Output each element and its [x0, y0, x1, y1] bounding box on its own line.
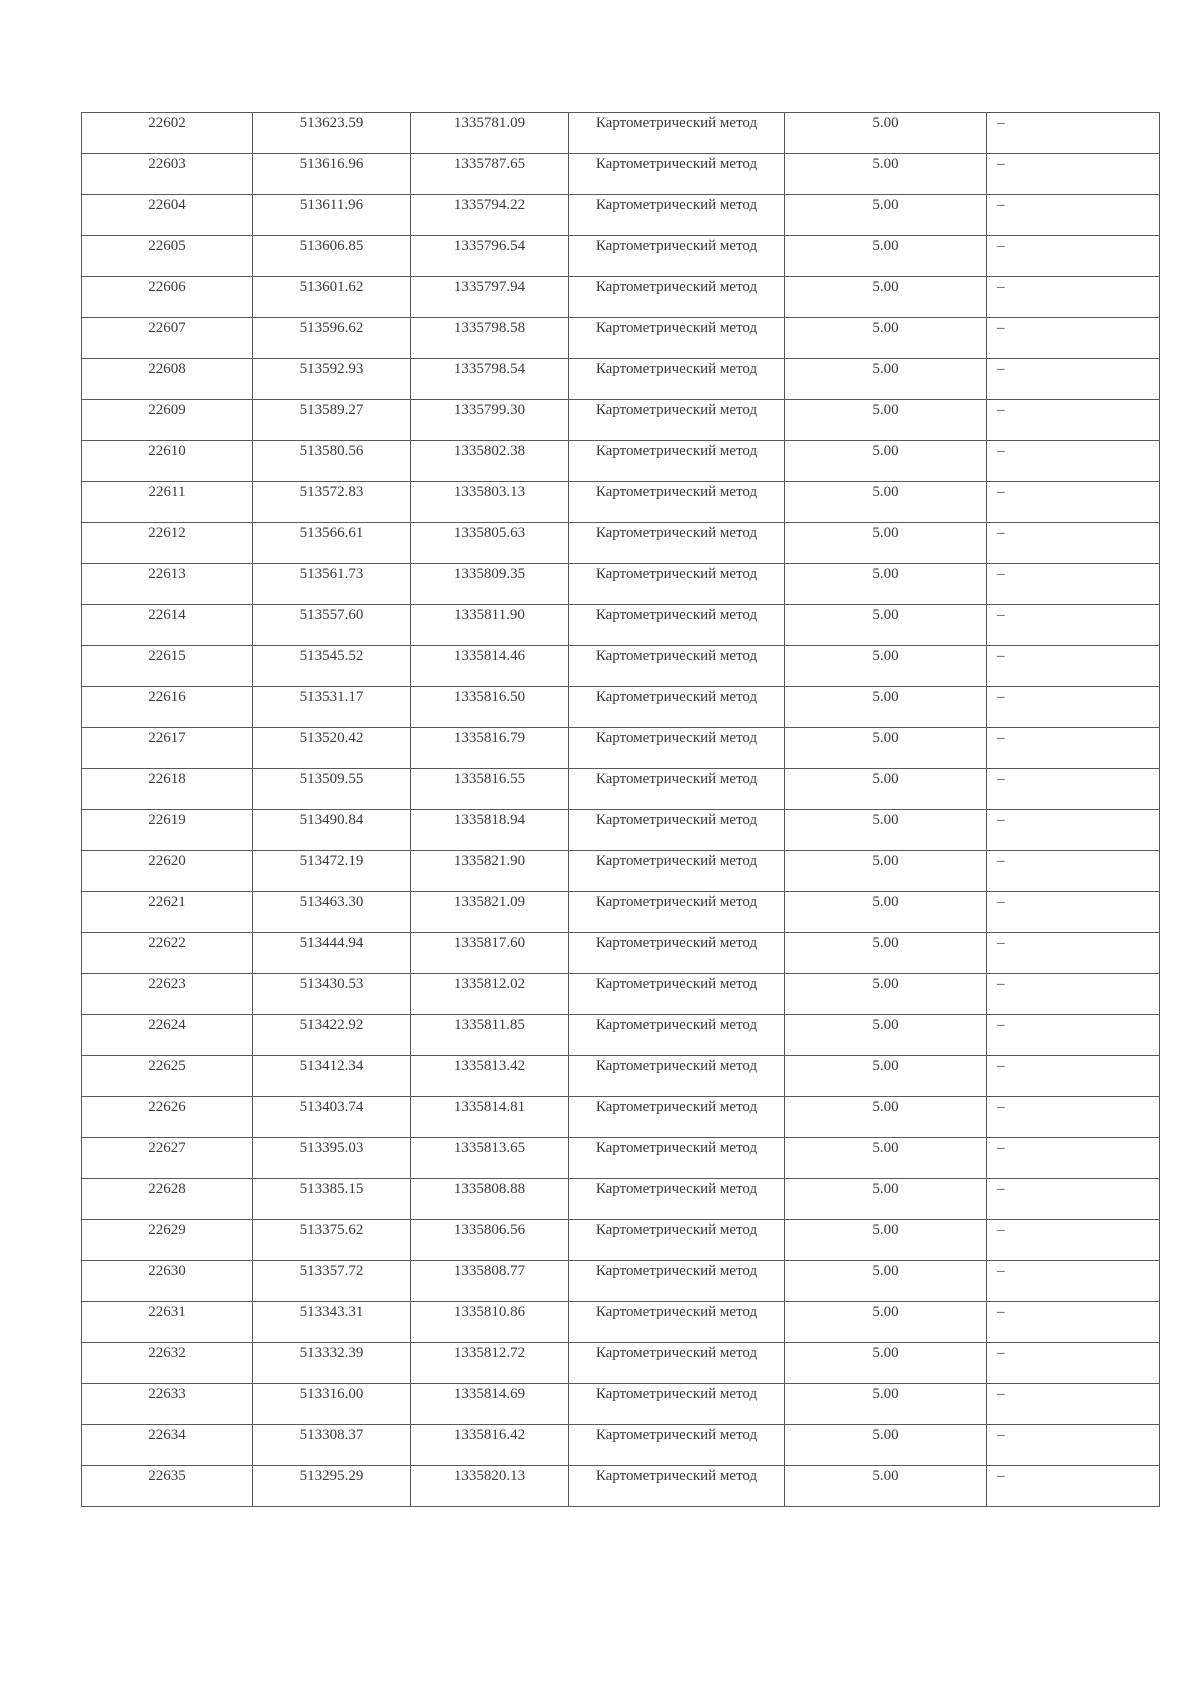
note-cell: – [987, 1056, 1160, 1097]
x-coordinate-cell: 513444.94 [253, 933, 411, 974]
table-row [82, 482, 1160, 523]
point-number-cell: 22607 [82, 318, 253, 359]
y-coordinate-cell: 1335821.90 [411, 851, 569, 892]
note-cell: – [987, 1466, 1160, 1507]
x-coordinate-cell: 513589.27 [253, 400, 411, 441]
y-coordinate-cell: 1335814.81 [411, 1097, 569, 1138]
y-coordinate-cell: 1335809.35 [411, 564, 569, 605]
y-coordinate-cell: 1335821.09 [411, 892, 569, 933]
y-coordinate-cell: 1335817.60 [411, 933, 569, 974]
note-cell: – [987, 113, 1160, 154]
accuracy-cell: 5.00 [785, 1097, 987, 1138]
table-row [82, 1425, 1160, 1466]
method-cell: Картометрический метод [569, 1056, 785, 1097]
y-coordinate-cell: 1335797.94 [411, 277, 569, 318]
method-cell: Картометрический метод [569, 1220, 785, 1261]
x-coordinate-cell: 513403.74 [253, 1097, 411, 1138]
accuracy-cell: 5.00 [785, 400, 987, 441]
table-row [82, 851, 1160, 892]
method-cell: Картометрический метод [569, 1302, 785, 1343]
note-cell: – [987, 1220, 1160, 1261]
method-cell: Картометрический метод [569, 810, 785, 851]
accuracy-cell: 5.00 [785, 933, 987, 974]
table-row [82, 1466, 1160, 1507]
y-coordinate-cell: 1335816.42 [411, 1425, 569, 1466]
method-cell: Картометрический метод [569, 687, 785, 728]
y-coordinate-cell: 1335799.30 [411, 400, 569, 441]
method-cell: Картометрический метод [569, 1097, 785, 1138]
point-number-cell: 22616 [82, 687, 253, 728]
note-cell: – [987, 687, 1160, 728]
y-coordinate-cell: 1335814.69 [411, 1384, 569, 1425]
point-number-cell: 22615 [82, 646, 253, 687]
table-row [82, 441, 1160, 482]
x-coordinate-cell: 513422.92 [253, 1015, 411, 1056]
point-number-cell: 22608 [82, 359, 253, 400]
y-coordinate-cell: 1335798.58 [411, 318, 569, 359]
point-number-cell: 22631 [82, 1302, 253, 1343]
method-cell: Картометрический метод [569, 974, 785, 1015]
table-row [82, 1097, 1160, 1138]
table-row [82, 1015, 1160, 1056]
table-row [82, 1220, 1160, 1261]
point-number-cell: 22632 [82, 1343, 253, 1384]
x-coordinate-cell: 513332.39 [253, 1343, 411, 1384]
note-cell: – [987, 318, 1160, 359]
note-cell: – [987, 236, 1160, 277]
point-number-cell: 22609 [82, 400, 253, 441]
accuracy-cell: 5.00 [785, 277, 987, 318]
accuracy-cell: 5.00 [785, 646, 987, 687]
method-cell: Картометрический метод [569, 1384, 785, 1425]
y-coordinate-cell: 1335820.13 [411, 1466, 569, 1507]
method-cell: Картометрический метод [569, 1179, 785, 1220]
accuracy-cell: 5.00 [785, 441, 987, 482]
accuracy-cell: 5.00 [785, 1261, 987, 1302]
accuracy-cell: 5.00 [785, 769, 987, 810]
point-number-cell: 22633 [82, 1384, 253, 1425]
x-coordinate-cell: 513430.53 [253, 974, 411, 1015]
y-coordinate-cell: 1335806.56 [411, 1220, 569, 1261]
point-number-cell: 22635 [82, 1466, 253, 1507]
method-cell: Картометрический метод [569, 1138, 785, 1179]
note-cell: – [987, 441, 1160, 482]
y-coordinate-cell: 1335816.50 [411, 687, 569, 728]
table-row [82, 1343, 1160, 1384]
note-cell: – [987, 523, 1160, 564]
note-cell: – [987, 605, 1160, 646]
table-row [82, 1384, 1160, 1425]
table-row [82, 564, 1160, 605]
accuracy-cell: 5.00 [785, 1343, 987, 1384]
table-row [82, 728, 1160, 769]
accuracy-cell: 5.00 [785, 318, 987, 359]
point-number-cell: 22612 [82, 523, 253, 564]
note-cell: – [987, 769, 1160, 810]
method-cell: Картометрический метод [569, 441, 785, 482]
point-number-cell: 22619 [82, 810, 253, 851]
point-number-cell: 22623 [82, 974, 253, 1015]
x-coordinate-cell: 513490.84 [253, 810, 411, 851]
note-cell: – [987, 482, 1160, 523]
x-coordinate-cell: 513580.56 [253, 441, 411, 482]
accuracy-cell: 5.00 [785, 1302, 987, 1343]
y-coordinate-cell: 1335811.85 [411, 1015, 569, 1056]
note-cell: – [987, 1179, 1160, 1220]
y-coordinate-cell: 1335812.72 [411, 1343, 569, 1384]
x-coordinate-cell: 513509.55 [253, 769, 411, 810]
point-number-cell: 22627 [82, 1138, 253, 1179]
accuracy-cell: 5.00 [785, 523, 987, 564]
x-coordinate-cell: 513308.37 [253, 1425, 411, 1466]
note-cell: – [987, 810, 1160, 851]
method-cell: Картометрический метод [569, 400, 785, 441]
y-coordinate-cell: 1335802.38 [411, 441, 569, 482]
accuracy-cell: 5.00 [785, 195, 987, 236]
table-row [82, 154, 1160, 195]
note-cell: – [987, 277, 1160, 318]
method-cell: Картометрический метод [569, 1425, 785, 1466]
x-coordinate-cell: 513606.85 [253, 236, 411, 277]
coordinates-table [81, 112, 1160, 1507]
method-cell: Картометрический метод [569, 359, 785, 400]
table-row [82, 195, 1160, 236]
x-coordinate-cell: 513412.34 [253, 1056, 411, 1097]
point-number-cell: 22610 [82, 441, 253, 482]
coordinates-table-body [82, 113, 1160, 1507]
point-number-cell: 22621 [82, 892, 253, 933]
point-number-cell: 22620 [82, 851, 253, 892]
x-coordinate-cell: 513557.60 [253, 605, 411, 646]
accuracy-cell: 5.00 [785, 1384, 987, 1425]
table-row [82, 1056, 1160, 1097]
y-coordinate-cell: 1335808.88 [411, 1179, 569, 1220]
method-cell: Картометрический метод [569, 1343, 785, 1384]
method-cell: Картометрический метод [569, 195, 785, 236]
x-coordinate-cell: 513316.00 [253, 1384, 411, 1425]
point-number-cell: 22629 [82, 1220, 253, 1261]
accuracy-cell: 5.00 [785, 1015, 987, 1056]
method-cell: Картометрический метод [569, 277, 785, 318]
table-row [82, 810, 1160, 851]
accuracy-cell: 5.00 [785, 482, 987, 523]
point-number-cell: 22624 [82, 1015, 253, 1056]
table-row [82, 523, 1160, 564]
point-number-cell: 22618 [82, 769, 253, 810]
method-cell: Картометрический метод [569, 318, 785, 359]
accuracy-cell: 5.00 [785, 605, 987, 646]
note-cell: – [987, 195, 1160, 236]
x-coordinate-cell: 513375.62 [253, 1220, 411, 1261]
table-row [82, 769, 1160, 810]
note-cell: – [987, 1015, 1160, 1056]
x-coordinate-cell: 513545.52 [253, 646, 411, 687]
note-cell: – [987, 851, 1160, 892]
note-cell: – [987, 728, 1160, 769]
accuracy-cell: 5.00 [785, 1056, 987, 1097]
y-coordinate-cell: 1335794.22 [411, 195, 569, 236]
y-coordinate-cell: 1335816.79 [411, 728, 569, 769]
accuracy-cell: 5.00 [785, 359, 987, 400]
method-cell: Картометрический метод [569, 933, 785, 974]
note-cell: – [987, 974, 1160, 1015]
x-coordinate-cell: 513463.30 [253, 892, 411, 933]
table-row [82, 605, 1160, 646]
x-coordinate-cell: 513385.15 [253, 1179, 411, 1220]
point-number-cell: 22606 [82, 277, 253, 318]
accuracy-cell: 5.00 [785, 892, 987, 933]
method-cell: Картометрический метод [569, 1466, 785, 1507]
note-cell: – [987, 1097, 1160, 1138]
note-cell: – [987, 154, 1160, 195]
note-cell: – [987, 933, 1160, 974]
point-number-cell: 22622 [82, 933, 253, 974]
x-coordinate-cell: 513343.31 [253, 1302, 411, 1343]
x-coordinate-cell: 513395.03 [253, 1138, 411, 1179]
note-cell: – [987, 1343, 1160, 1384]
point-number-cell: 22605 [82, 236, 253, 277]
y-coordinate-cell: 1335805.63 [411, 523, 569, 564]
y-coordinate-cell: 1335808.77 [411, 1261, 569, 1302]
table-row [82, 400, 1160, 441]
point-number-cell: 22617 [82, 728, 253, 769]
accuracy-cell: 5.00 [785, 154, 987, 195]
method-cell: Картометрический метод [569, 769, 785, 810]
note-cell: – [987, 1138, 1160, 1179]
accuracy-cell: 5.00 [785, 236, 987, 277]
x-coordinate-cell: 513601.62 [253, 277, 411, 318]
method-cell: Картометрический метод [569, 646, 785, 687]
accuracy-cell: 5.00 [785, 851, 987, 892]
method-cell: Картометрический метод [569, 113, 785, 154]
y-coordinate-cell: 1335813.65 [411, 1138, 569, 1179]
accuracy-cell: 5.00 [785, 974, 987, 1015]
accuracy-cell: 5.00 [785, 810, 987, 851]
method-cell: Картометрический метод [569, 851, 785, 892]
note-cell: – [987, 1425, 1160, 1466]
method-cell: Картометрический метод [569, 728, 785, 769]
point-number-cell: 22604 [82, 195, 253, 236]
accuracy-cell: 5.00 [785, 1138, 987, 1179]
point-number-cell: 22613 [82, 564, 253, 605]
x-coordinate-cell: 513561.73 [253, 564, 411, 605]
note-cell: – [987, 564, 1160, 605]
point-number-cell: 22602 [82, 113, 253, 154]
x-coordinate-cell: 513616.96 [253, 154, 411, 195]
y-coordinate-cell: 1335781.09 [411, 113, 569, 154]
note-cell: – [987, 646, 1160, 687]
y-coordinate-cell: 1335813.42 [411, 1056, 569, 1097]
method-cell: Картометрический метод [569, 564, 785, 605]
point-number-cell: 22626 [82, 1097, 253, 1138]
table-row [82, 1261, 1160, 1302]
method-cell: Картометрический метод [569, 605, 785, 646]
y-coordinate-cell: 1335796.54 [411, 236, 569, 277]
table-row [82, 1302, 1160, 1343]
y-coordinate-cell: 1335814.46 [411, 646, 569, 687]
y-coordinate-cell: 1335810.86 [411, 1302, 569, 1343]
table-row [82, 687, 1160, 728]
x-coordinate-cell: 513472.19 [253, 851, 411, 892]
method-cell: Картометрический метод [569, 154, 785, 195]
accuracy-cell: 5.00 [785, 1179, 987, 1220]
y-coordinate-cell: 1335798.54 [411, 359, 569, 400]
accuracy-cell: 5.00 [785, 1425, 987, 1466]
point-number-cell: 22603 [82, 154, 253, 195]
x-coordinate-cell: 513520.42 [253, 728, 411, 769]
accuracy-cell: 5.00 [785, 113, 987, 154]
y-coordinate-cell: 1335818.94 [411, 810, 569, 851]
x-coordinate-cell: 513357.72 [253, 1261, 411, 1302]
note-cell: – [987, 1261, 1160, 1302]
accuracy-cell: 5.00 [785, 1466, 987, 1507]
note-cell: – [987, 892, 1160, 933]
table-row [82, 933, 1160, 974]
x-coordinate-cell: 513572.83 [253, 482, 411, 523]
accuracy-cell: 5.00 [785, 728, 987, 769]
table-row [82, 646, 1160, 687]
y-coordinate-cell: 1335812.02 [411, 974, 569, 1015]
point-number-cell: 22614 [82, 605, 253, 646]
method-cell: Картометрический метод [569, 236, 785, 277]
table-row [82, 974, 1160, 1015]
x-coordinate-cell: 513531.17 [253, 687, 411, 728]
table-row [82, 892, 1160, 933]
y-coordinate-cell: 1335811.90 [411, 605, 569, 646]
x-coordinate-cell: 513596.62 [253, 318, 411, 359]
point-number-cell: 22634 [82, 1425, 253, 1466]
y-coordinate-cell: 1335803.13 [411, 482, 569, 523]
accuracy-cell: 5.00 [785, 564, 987, 605]
point-number-cell: 22625 [82, 1056, 253, 1097]
table-row [82, 113, 1160, 154]
note-cell: – [987, 359, 1160, 400]
table-row [82, 359, 1160, 400]
table-row [82, 318, 1160, 359]
x-coordinate-cell: 513295.29 [253, 1466, 411, 1507]
table-row [82, 277, 1160, 318]
y-coordinate-cell: 1335787.65 [411, 154, 569, 195]
note-cell: – [987, 1302, 1160, 1343]
table-row [82, 1138, 1160, 1179]
note-cell: – [987, 1384, 1160, 1425]
x-coordinate-cell: 513592.93 [253, 359, 411, 400]
point-number-cell: 22611 [82, 482, 253, 523]
method-cell: Картометрический метод [569, 482, 785, 523]
method-cell: Картометрический метод [569, 1015, 785, 1056]
x-coordinate-cell: 513623.59 [253, 113, 411, 154]
x-coordinate-cell: 513611.96 [253, 195, 411, 236]
x-coordinate-cell: 513566.61 [253, 523, 411, 564]
y-coordinate-cell: 1335816.55 [411, 769, 569, 810]
accuracy-cell: 5.00 [785, 1220, 987, 1261]
table-row [82, 236, 1160, 277]
point-number-cell: 22628 [82, 1179, 253, 1220]
accuracy-cell: 5.00 [785, 687, 987, 728]
note-cell: – [987, 400, 1160, 441]
table-row [82, 1179, 1160, 1220]
method-cell: Картометрический метод [569, 1261, 785, 1302]
method-cell: Картометрический метод [569, 892, 785, 933]
method-cell: Картометрический метод [569, 523, 785, 564]
point-number-cell: 22630 [82, 1261, 253, 1302]
